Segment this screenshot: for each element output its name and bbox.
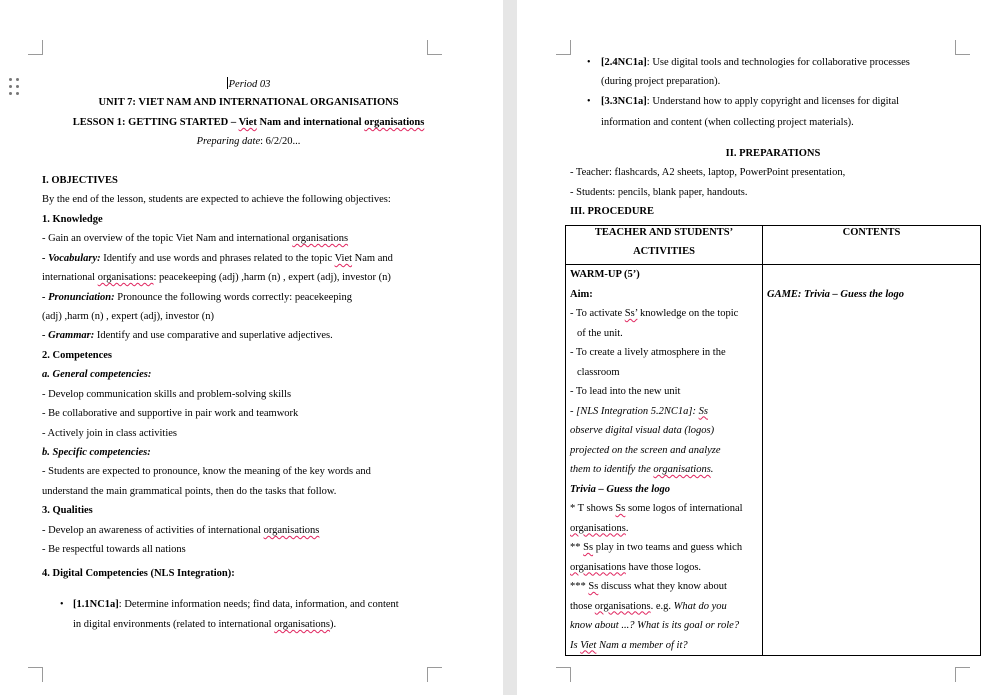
margin-corner-bottom-left	[28, 667, 43, 682]
text-cursor	[227, 77, 228, 89]
margin-corner-bottom-left	[556, 667, 571, 682]
knowledge-vocabulary: - Vocabulary: Identify and use words and phrases related to the topic Viet Nam and	[42, 253, 393, 264]
objectives-intro: By the end of the lesson, students are expected to achieve the following objectives:	[42, 194, 391, 205]
qualities-item-1: - Develop an awareness of activities of international organisations	[42, 525, 320, 536]
table-header-row	[566, 226, 981, 265]
specific-competencies-heading: b. Specific competencies:	[42, 447, 151, 458]
digital-item-3-cont: information and content (when collecting project materials).	[601, 117, 854, 128]
competences-heading: 2. Competences	[42, 350, 112, 361]
general-item-2: - Be collaborative and supportive in pair work and teamwork	[42, 408, 299, 419]
warmup-heading: WARM-UP (5’)	[570, 269, 640, 280]
objectives-heading: I. OBJECTIVES	[42, 175, 118, 186]
bullet-icon: •	[60, 599, 64, 610]
procedure-heading: III. PROCEDURE	[570, 206, 655, 217]
digital-item-1: [1.1NC1a]: Determine information needs; find data, information, and content	[73, 599, 399, 610]
margin-corner-top-right	[427, 40, 442, 55]
activities-cell[interactable]: WARM-UP (5’) Aim: - To activate Ss’ knowledge on the topic of the unit. - To create a lively atmosphere in the classroom - To lead into the new unit - [NLS Integration 5.2NC1a]: Ss observe digital visual data (logos) projected on the screen and analyze them to identify the organisations. Trivia – Guess the logo * T shows Ss some logos of international organisations. ** Ss play in two teams and guess which organisations have those logos. *** Ss discuss what they know about those organisations. e.g. What do you know about ...? What is its goal or role? Is Viet Nam a member of it?	[566, 265, 763, 656]
contents-cell[interactable]	[763, 265, 981, 656]
procedure-table[interactable]	[565, 225, 981, 656]
knowledge-heading: 1. Knowledge	[42, 214, 103, 225]
table-header-activities: TEACHER AND STUDENTS’ ACTIVITIES	[566, 226, 763, 265]
lesson-title: LESSON 1: GETTING STARTED – Viet Nam and international organisations	[72, 117, 425, 128]
margin-corner-top-left	[556, 40, 571, 55]
table-row	[566, 265, 981, 656]
table-header-contents: CONTENTS	[763, 226, 981, 265]
period-text: Period 03	[228, 79, 271, 90]
digital-item-1-cont: in digital environments (related to international organisations).	[73, 619, 337, 630]
general-competencies-heading: a. General competencies:	[42, 369, 152, 380]
document-page-right[interactable]	[517, 0, 1007, 695]
knowledge-vocabulary-cont: international organisations: peacekeeping (adj) ,harm (n) , expert (adj), investor (n)	[42, 272, 391, 283]
trivia-heading: Trivia – Guess the logo	[570, 483, 670, 495]
preparations-teacher: - Teacher: flashcards, A2 sheets, laptop, PowerPoint presentation,	[570, 167, 846, 178]
bullet-icon: •	[587, 57, 591, 68]
digital-item-3: [3.3NC1a]: Understand how to apply copyright and licenses for digital	[601, 96, 900, 107]
knowledge-grammar: - Grammar: Identify and use comparative and superlative adjectives.	[42, 330, 333, 341]
preparations-students: - Students: pencils, blank paper, handouts.	[570, 187, 748, 198]
specific-item-1: - Students are expected to pronounce, know the meaning of the key words and	[42, 466, 371, 477]
general-item-1: - Develop communication skills and problem-solving skills	[42, 389, 292, 400]
margin-corner-top-right	[955, 40, 970, 55]
margin-corner-bottom-right	[955, 667, 970, 682]
margin-corner-bottom-right	[427, 667, 442, 682]
game-title: GAME: Trivia – Guess the logo	[767, 288, 904, 300]
qualities-item-2: - Be respectful towards all nations	[42, 544, 186, 555]
knowledge-overview: - Gain an overview of the topic Viet Nam and international organisations	[42, 233, 349, 244]
digital-item-2-cont: (during project preparation).	[601, 76, 721, 87]
bullet-icon: •	[587, 96, 591, 107]
document-page-left[interactable]	[0, 0, 503, 695]
specific-item-1-cont: understand the main grammatical points, then do the tasks that follow.	[42, 486, 337, 497]
digital-competencies-heading: 4. Digital Competencies (NLS Integration):	[42, 568, 235, 579]
digital-item-2: [2.4NC1a]: Use digital tools and technologies for collaborative processes	[601, 57, 910, 68]
preparations-heading: II. PREPARATIONS	[725, 148, 821, 159]
knowledge-pronunciation-cont: (adj) ,harm (n) , expert (adj), investor (n)	[42, 311, 215, 322]
knowledge-pronunciation: - Pronunciation: Pronounce the following words correctly: peacekeeping	[42, 292, 352, 303]
qualities-heading: 3. Qualities	[42, 505, 93, 516]
aim-label: Aim:	[570, 288, 593, 300]
drag-handle-icon[interactable]	[9, 78, 21, 96]
margin-corner-top-left	[28, 40, 43, 55]
unit-title: UNIT 7: VIET NAM AND INTERNATIONAL ORGANISATIONS	[98, 97, 399, 108]
general-item-3: - Actively join in class activities	[42, 428, 178, 439]
preparing-date: Preparing date: 6/2/20...	[196, 136, 301, 147]
period-label	[42, 77, 455, 92]
